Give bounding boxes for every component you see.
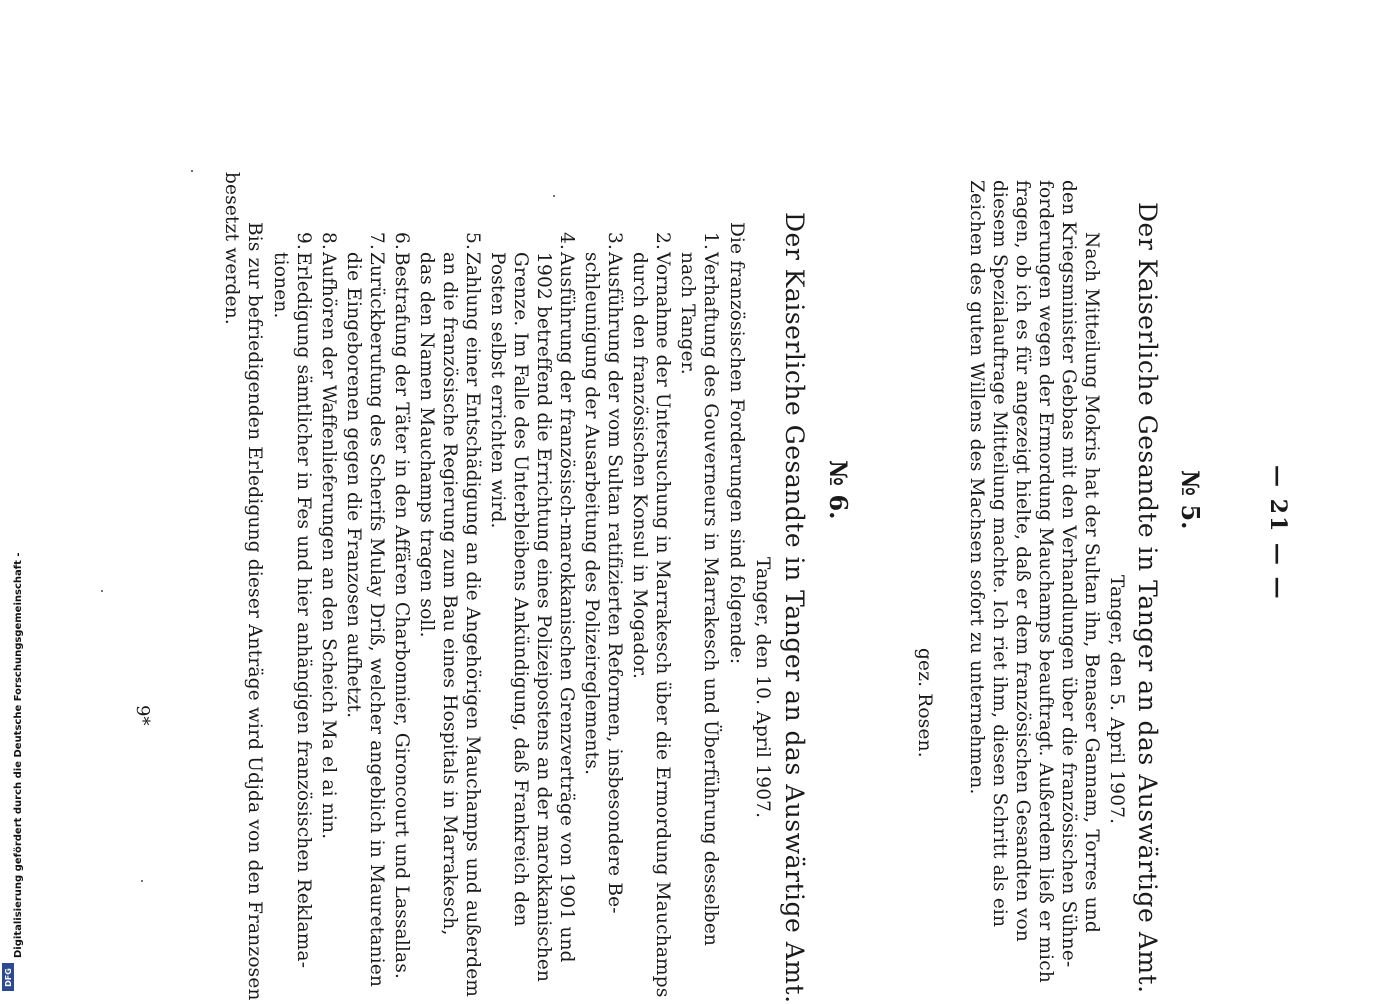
doc6-item-4-line-1: Ausführung der französisch-marokkanischen Grenzverträge von 1901 und — [556, 252, 577, 963]
doc6-item-6-line-1: Bestrafung der Täter in den Affären Charbonnier, Gironcourt und Lassallas. — [391, 252, 412, 980]
doc6-item-5-line-1: Zahlung einer Entschädigung an die Angehörigen Mauchamps und außerdem — [462, 252, 483, 998]
doc6-item-1 — [701, 232, 720, 250]
doc6-dateline: Tanger, den 10. April 1907. — [752, 557, 773, 819]
doc5-line-4: fragen, ob ich es für angezeigt hielte, daß er dem französischen Gesandten von — [1012, 180, 1033, 943]
doc6-item-2-line-1: Vornahme der Untersuchung in Marrakesch über die Ermordung Mauchamps — [652, 252, 673, 998]
doc6-item-3-line-1: Ausführung der vom Sultan ratifizierten Reformen, insbesondere Be- — [604, 252, 625, 914]
doc6-item-2 — [653, 232, 672, 250]
doc6-item-5-line-2: an die französische Regierung zum Bau eines Hospitals in Marrakesch, — [439, 252, 460, 936]
doc6-item-3 — [605, 232, 624, 250]
doc6-item-4-line-3: Grenze. Im Falle des Unterbleibens Ankündigung, daß Frankreich den — [510, 252, 531, 927]
scan-speck — [553, 195, 555, 197]
doc6-item-2-line-2: durch den französischen Konsul in Mogador. — [629, 252, 650, 680]
doc6-item-4 — [557, 232, 576, 250]
dfg-logo — [2, 963, 14, 991]
item-number: 7. — [366, 232, 387, 251]
scan-speck — [141, 880, 143, 882]
doc5-line-3: forderungen wegen der Ermordung Mauchamps beauftragt. Außerdem ließ er mich — [1035, 180, 1056, 983]
item-number: 5. — [462, 232, 483, 251]
item-number: 2. — [652, 232, 673, 251]
doc6-item-8-line-1: Aufhören der Waffenlieferungen an den Scheich Ma el ai nin. — [318, 252, 339, 840]
doc6-item-3-line-2: schleunigung der Ausarbeitung des Polizeireglements. — [581, 252, 602, 776]
doc5-heading: Der Kaiserliche Gesandte in Tanger an das Auswärtige Amt. — [1133, 202, 1162, 994]
doc5-dateline: Tanger, den 5. April 1907. — [1106, 575, 1127, 825]
item-number: 4. — [556, 232, 577, 251]
doc6-heading: Der Kaiserliche Gesandte in Tanger an das Auswärtige Amt. — [780, 212, 809, 1004]
doc6-item-9-line-2: tionen. — [270, 252, 291, 319]
doc6-item-7-line-2: die Eingeborenen gegen die Franzosen aufhetzt. — [343, 252, 364, 719]
doc5-signature: gez. Rosen. — [914, 648, 935, 758]
doc5-line-2: den Kriegsminister Gebbas mit den Verhandlungen über die französischen Sühne- — [1058, 180, 1079, 968]
item-number: 1. — [700, 232, 721, 251]
digitization-credit: Digitalisierung gefördert durch die Deutsche Forschungsgemeinschaft - — [13, 552, 24, 958]
dfg-logo-text: DFG — [3, 967, 13, 987]
doc6-item-1-line-2: nach Tanger. — [677, 252, 698, 375]
scan-speck — [101, 590, 103, 592]
doc6-closing-line-1: Bis zur befriedigenden Erledigung dieser Anträge wird Udjda von den Franzosen — [244, 222, 265, 1001]
doc6-item-5 — [463, 232, 482, 250]
item-number: 9. — [293, 232, 314, 251]
doc6-intro: Die französischen Forderungen sind folgende: — [726, 222, 747, 665]
scan-speck — [191, 170, 193, 172]
doc6-item-4-line-2: 1902 betreffend die Errichtung eines Polizeipostens an der marokkanischen — [533, 252, 554, 983]
item-number: 8. — [318, 232, 339, 251]
doc6-closing-line-2: besetzt werden. — [221, 172, 242, 325]
signature-mark: 9* — [132, 705, 153, 726]
doc6-item-9-line-1: Erledigung sämtlicher in Fes und hier anhängigen französischen Reklama- — [293, 252, 314, 969]
doc6-item-4-line-4: Posten selbst errichten wird. — [487, 252, 508, 529]
doc6-number: № 6. — [824, 460, 853, 520]
doc5-line-5: diesem Spezialauftrage Mitteilung machte. Ich riet ihm, diesen Schritt als ein — [989, 180, 1010, 928]
doc5-line-6: Zeichen des guten Willens des Machsen sofort zu unternehmen. — [966, 180, 987, 795]
doc6-item-8 — [319, 232, 338, 250]
page-number: — 21 — — — [1265, 465, 1291, 601]
doc6-item-6 — [392, 232, 411, 250]
item-number: 3. — [604, 232, 625, 251]
doc6-item-9 — [294, 232, 313, 250]
doc6-item-5-line-3: das den Namen Mauchamps tragen soll. — [416, 252, 437, 638]
doc6-item-1-line-1: Verhaftung des Gouverneurs in Marrakesch und Überführung desselben — [700, 252, 721, 947]
item-number: 6. — [391, 232, 412, 251]
doc6-item-7-line-1: Zurückberufung des Scherifs Mulay Driß, welcher angeblich in Mauretanien — [366, 252, 387, 988]
doc6-item-7 — [367, 232, 386, 250]
doc5-line-1: Nach Mitteilung Mokris hat der Sultan ihn, Benaser Gannam, Torres und — [1081, 232, 1102, 934]
doc5-number: № 5. — [1176, 470, 1205, 530]
